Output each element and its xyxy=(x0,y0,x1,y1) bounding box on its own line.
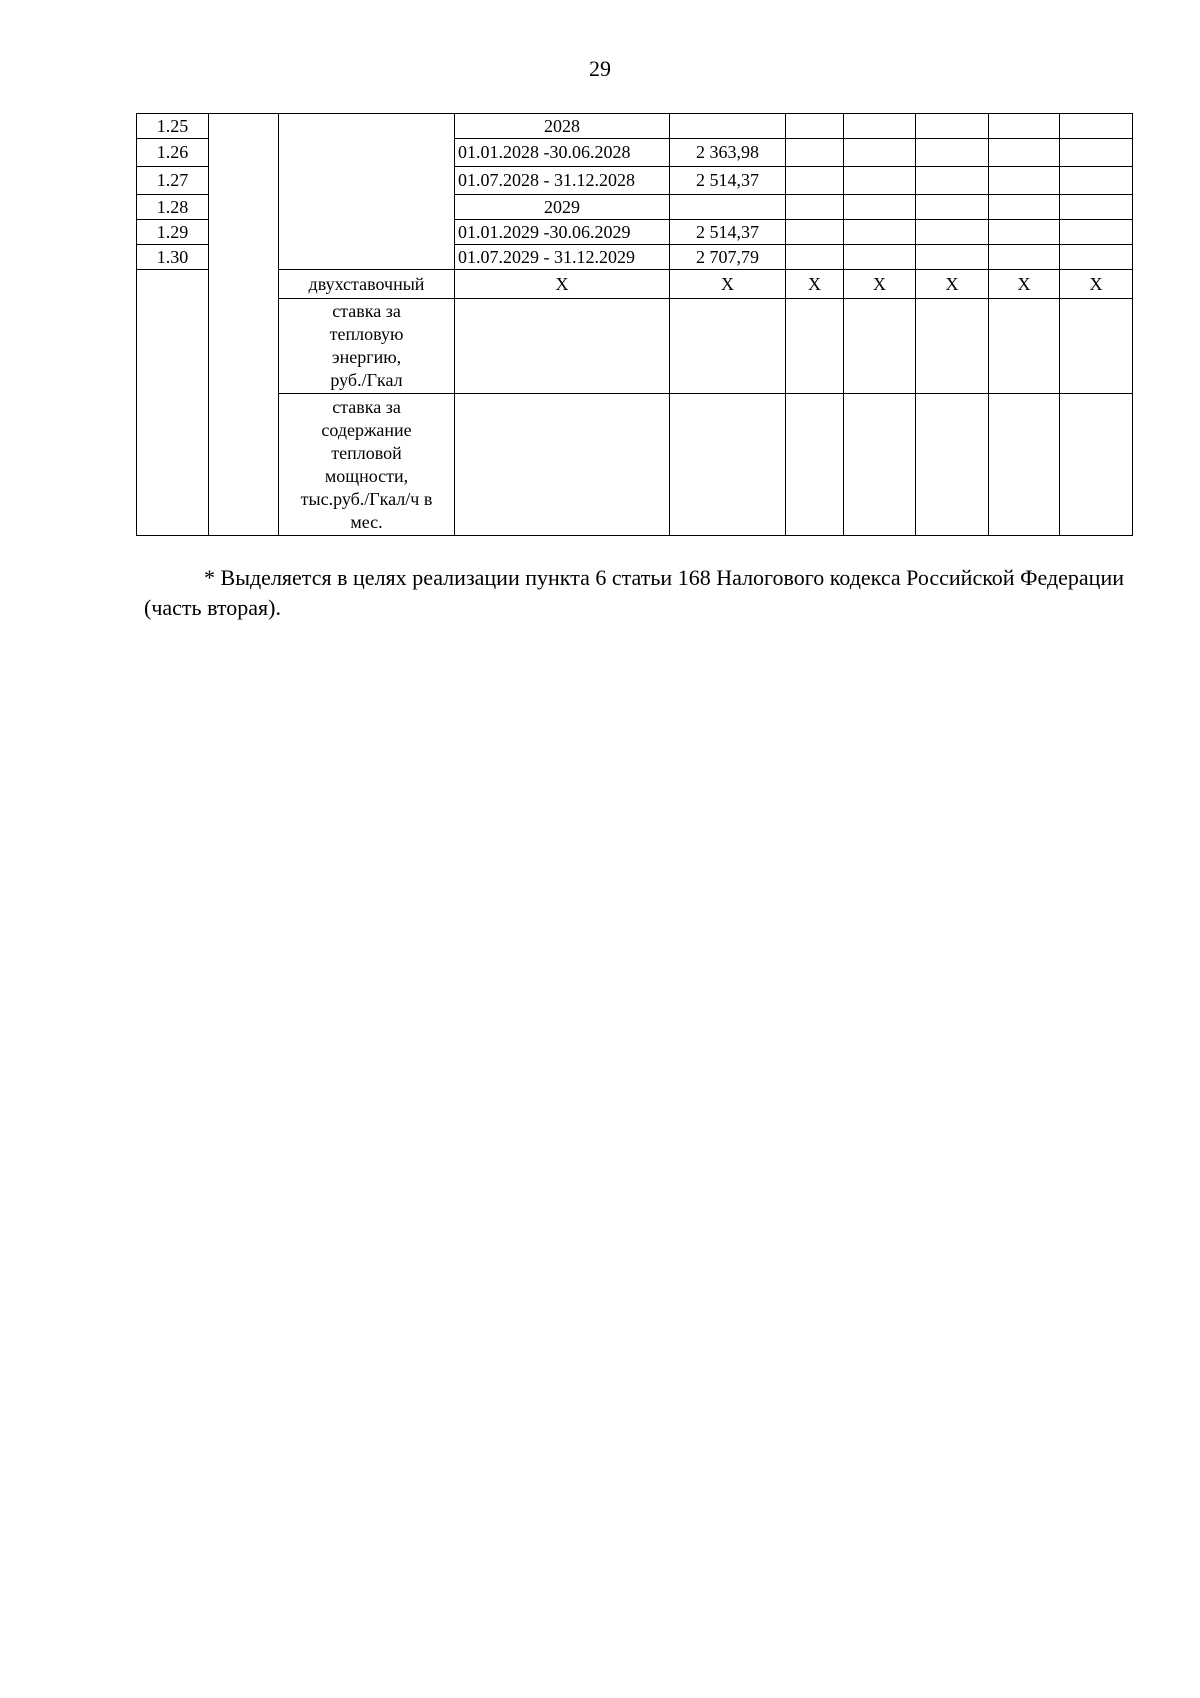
mark-cell xyxy=(844,195,916,220)
footnote: * Выделяется в целях реализации пункта 6 статьи 168 Налогового кодекса Российской Федерации (часть вторая). xyxy=(144,565,1124,620)
value-cell: 2 707,79 xyxy=(670,245,786,270)
mark-cell xyxy=(989,245,1060,270)
mark-cell xyxy=(916,114,989,139)
mark-cell xyxy=(1060,139,1133,167)
heat-energy-rate-row xyxy=(137,299,1133,394)
mark-cell xyxy=(1060,220,1133,245)
mark-cell: X xyxy=(670,270,786,299)
row-number: 1.28 xyxy=(137,195,209,220)
mark-cell xyxy=(989,139,1060,167)
mark-cell xyxy=(786,114,844,139)
empty-cell xyxy=(455,299,670,394)
mark-cell xyxy=(844,220,916,245)
value-cell xyxy=(670,195,786,220)
mark-cell xyxy=(844,167,916,195)
value-cell: 2 514,37 xyxy=(670,220,786,245)
empty-cell xyxy=(455,394,670,536)
row-number: 1.30 xyxy=(137,245,209,270)
value-cell: 2 514,37 xyxy=(670,167,786,195)
mark-cell xyxy=(1060,114,1133,139)
value-cell: 2 363,98 xyxy=(670,139,786,167)
period-cell: 2029 xyxy=(455,195,670,220)
mark-cell xyxy=(916,220,989,245)
empty-cell xyxy=(786,299,844,394)
page-number: 29 xyxy=(589,56,611,81)
mark-cell xyxy=(786,167,844,195)
empty-cell xyxy=(844,394,916,536)
empty-cell xyxy=(844,299,916,394)
mark-cell xyxy=(786,220,844,245)
empty-cell xyxy=(670,299,786,394)
mark-cell xyxy=(786,195,844,220)
mark-cell xyxy=(786,245,844,270)
empty-cell xyxy=(786,394,844,536)
row-number: 1.29 xyxy=(137,220,209,245)
tariff-table xyxy=(136,113,1133,536)
empty-merged-cell xyxy=(137,270,209,536)
mark-cell xyxy=(989,167,1060,195)
mark-cell xyxy=(916,195,989,220)
mark-cell xyxy=(989,114,1060,139)
period-cell: 01.01.2029 -30.06.2029 xyxy=(455,220,670,245)
value-cell xyxy=(670,114,786,139)
mark-cell: X xyxy=(786,270,844,299)
mark-cell xyxy=(844,245,916,270)
empty-cell xyxy=(989,299,1060,394)
mark-cell xyxy=(1060,167,1133,195)
table-row xyxy=(137,114,1133,139)
mark-cell xyxy=(844,114,916,139)
mark-cell xyxy=(1060,195,1133,220)
empty-cell xyxy=(916,394,989,536)
period-cell: 01.01.2028 -30.06.2028 xyxy=(455,139,670,167)
empty-cell xyxy=(670,394,786,536)
mark-cell: X xyxy=(989,270,1060,299)
two-rate-label: двухставочный xyxy=(279,270,455,299)
mark-cell: X xyxy=(844,270,916,299)
mark-cell xyxy=(916,167,989,195)
period-cell: 2028 xyxy=(455,114,670,139)
capacity-rate-row xyxy=(137,394,1133,536)
mark-cell xyxy=(786,139,844,167)
row-number: 1.26 xyxy=(137,139,209,167)
row-number: 1.25 xyxy=(137,114,209,139)
mark-cell xyxy=(989,195,1060,220)
mark-cell xyxy=(844,139,916,167)
empty-cell xyxy=(1060,394,1133,536)
empty-cell xyxy=(916,299,989,394)
capacity-rate-label: ставка за содержание тепловой мощности, тыс.руб./Гкал/ч в мес. xyxy=(279,394,455,536)
mark-cell xyxy=(989,220,1060,245)
empty-merged-cell xyxy=(279,114,455,270)
mark-cell: X xyxy=(455,270,670,299)
period-cell: 01.07.2028 - 31.12.2028 xyxy=(455,167,670,195)
empty-merged-cell xyxy=(209,114,279,536)
empty-cell xyxy=(989,394,1060,536)
mark-cell xyxy=(1060,245,1133,270)
mark-cell: X xyxy=(916,270,989,299)
mark-cell xyxy=(916,139,989,167)
empty-cell xyxy=(1060,299,1133,394)
mark-cell xyxy=(916,245,989,270)
row-number: 1.27 xyxy=(137,167,209,195)
mark-cell: X xyxy=(1060,270,1133,299)
heat-energy-rate-label: ставка за тепловую энергию, руб./Гкал xyxy=(279,299,455,394)
period-cell: 01.07.2029 - 31.12.2029 xyxy=(455,245,670,270)
two-rate-row xyxy=(137,270,1133,299)
